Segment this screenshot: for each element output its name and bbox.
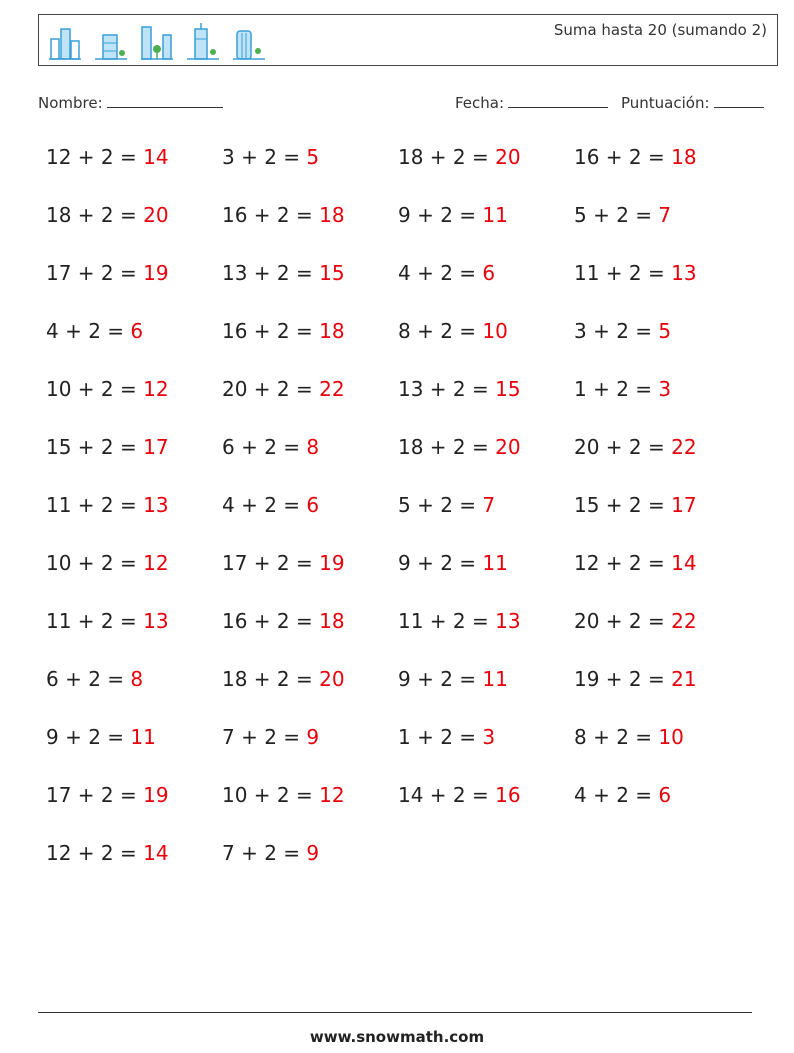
problem-item — [46, 319, 143, 343]
problem-question: 16 + 2 = — [574, 145, 672, 169]
problem-question: 1 + 2 = — [574, 377, 659, 401]
problem-question: 20 + 2 = — [222, 377, 320, 401]
problem-question: 9 + 2 = — [46, 725, 131, 749]
problem-item — [398, 493, 495, 517]
problem-answer: 15 — [319, 261, 345, 285]
problem-question: 10 + 2 = — [46, 377, 144, 401]
footer-divider — [38, 1012, 752, 1013]
problem-answer: 18 — [319, 609, 345, 633]
worksheet-header — [38, 14, 778, 66]
problem-question: 19 + 2 = — [574, 667, 672, 691]
problem-answer: 7 — [482, 493, 496, 517]
problem-item — [46, 145, 169, 169]
problem-question: 9 + 2 = — [398, 551, 483, 575]
problem-question: 5 + 2 = — [398, 493, 483, 517]
problem-answer: 17 — [671, 493, 697, 517]
problem-item — [222, 609, 345, 633]
city-buildings-icon — [185, 21, 221, 61]
problem-answer: 5 — [306, 145, 320, 169]
problem-item — [398, 203, 508, 227]
name-field — [38, 93, 223, 112]
problem-answer: 14 — [143, 841, 169, 865]
problem-item — [46, 435, 169, 459]
problem-answer: 13 — [143, 609, 169, 633]
problem-answer: 11 — [482, 203, 508, 227]
problem-question: 15 + 2 = — [574, 493, 672, 517]
problem-answer: 11 — [482, 551, 508, 575]
problem-item — [222, 319, 345, 343]
problem-question: 7 + 2 = — [222, 725, 307, 749]
problem-answer: 7 — [658, 203, 672, 227]
problem-answer: 3 — [482, 725, 496, 749]
worksheet-title: Suma hasta 20 (sumando 2) — [553, 21, 767, 39]
problem-answer: 12 — [319, 783, 345, 807]
problem-item — [398, 609, 521, 633]
problem-answer: 14 — [671, 551, 697, 575]
name-label: Nombre: — [38, 94, 103, 112]
score-field — [621, 93, 764, 112]
problem-item — [398, 377, 521, 401]
problem-item — [222, 435, 319, 459]
problem-item — [46, 493, 169, 517]
problem-question: 17 + 2 = — [46, 783, 144, 807]
problem-answer: 3 — [658, 377, 672, 401]
problem-item — [46, 841, 169, 865]
problem-item — [574, 319, 671, 343]
problem-answer: 18 — [319, 319, 345, 343]
problem-question: 3 + 2 = — [574, 319, 659, 343]
problem-answer: 21 — [671, 667, 697, 691]
problem-item — [398, 725, 495, 749]
problem-question: 17 + 2 = — [46, 261, 144, 285]
problem-question: 18 + 2 = — [222, 667, 320, 691]
problem-question: 20 + 2 = — [574, 435, 672, 459]
problem-answer: 18 — [671, 145, 697, 169]
problem-item — [398, 551, 508, 575]
problem-question: 3 + 2 = — [222, 145, 307, 169]
problem-answer: 6 — [306, 493, 320, 517]
problem-item — [574, 725, 684, 749]
problem-question: 6 + 2 = — [46, 667, 131, 691]
problem-item — [398, 667, 508, 691]
problem-question: 8 + 2 = — [398, 319, 483, 343]
date-blank[interactable] — [508, 93, 608, 108]
problem-item — [222, 261, 345, 285]
problem-question: 11 + 2 = — [46, 609, 144, 633]
problem-item — [574, 493, 697, 517]
problem-answer: 8 — [306, 435, 320, 459]
problem-question: 18 + 2 = — [46, 203, 144, 227]
city-buildings-icon — [231, 21, 267, 61]
problem-answer: 11 — [482, 667, 508, 691]
problem-item — [574, 377, 671, 401]
problem-question: 10 + 2 = — [46, 551, 144, 575]
problem-item — [46, 203, 169, 227]
problem-answer: 22 — [319, 377, 345, 401]
problem-answer: 12 — [143, 551, 169, 575]
problem-question: 9 + 2 = — [398, 667, 483, 691]
problem-item — [398, 783, 521, 807]
date-label: Fecha: — [455, 94, 505, 112]
problem-item — [574, 203, 671, 227]
problem-question: 14 + 2 = — [398, 783, 496, 807]
problem-answer: 22 — [671, 609, 697, 633]
problem-item — [222, 145, 319, 169]
problem-answer: 9 — [306, 841, 320, 865]
problem-answer: 20 — [319, 667, 345, 691]
problem-question: 18 + 2 = — [398, 435, 496, 459]
problem-answer: 5 — [658, 319, 672, 343]
problem-answer: 6 — [658, 783, 672, 807]
problem-question: 4 + 2 = — [398, 261, 483, 285]
problem-question: 8 + 2 = — [574, 725, 659, 749]
problem-item — [46, 725, 156, 749]
problem-question: 11 + 2 = — [46, 493, 144, 517]
problem-item — [222, 377, 345, 401]
problem-item — [398, 435, 521, 459]
problem-item — [46, 667, 143, 691]
problem-question: 4 + 2 = — [222, 493, 307, 517]
problem-item — [398, 319, 508, 343]
date-field — [455, 93, 608, 112]
problem-answer: 13 — [143, 493, 169, 517]
problem-item — [222, 551, 345, 575]
problem-answer: 8 — [130, 667, 144, 691]
problem-question: 17 + 2 = — [222, 551, 320, 575]
problem-answer: 9 — [306, 725, 320, 749]
problem-question: 12 + 2 = — [574, 551, 672, 575]
problem-answer: 11 — [130, 725, 156, 749]
problem-item — [46, 261, 169, 285]
problem-question: 16 + 2 = — [222, 203, 320, 227]
problem-answer: 14 — [143, 145, 169, 169]
problem-item — [398, 145, 521, 169]
problem-question: 7 + 2 = — [222, 841, 307, 865]
problem-answer: 22 — [671, 435, 697, 459]
problem-question: 4 + 2 = — [574, 783, 659, 807]
problem-item — [222, 725, 319, 749]
problem-question: 18 + 2 = — [398, 145, 496, 169]
problem-question: 12 + 2 = — [46, 145, 144, 169]
problem-question: 16 + 2 = — [222, 319, 320, 343]
problem-question: 9 + 2 = — [398, 203, 483, 227]
problem-question: 13 + 2 = — [222, 261, 320, 285]
problem-answer: 15 — [495, 377, 521, 401]
city-buildings-icon — [139, 21, 175, 61]
problem-question: 11 + 2 = — [574, 261, 672, 285]
problem-item — [222, 667, 345, 691]
problem-question: 20 + 2 = — [574, 609, 672, 633]
problem-item — [574, 145, 697, 169]
city-buildings-icon — [47, 21, 83, 61]
problem-item — [46, 783, 169, 807]
problem-question: 15 + 2 = — [46, 435, 144, 459]
footer-url: www.snowmath.com — [309, 1028, 485, 1046]
problem-answer: 13 — [671, 261, 697, 285]
problem-question: 13 + 2 = — [398, 377, 496, 401]
problem-answer: 10 — [482, 319, 508, 343]
problem-answer: 18 — [319, 203, 345, 227]
problem-answer: 20 — [495, 435, 521, 459]
problem-question: 4 + 2 = — [46, 319, 131, 343]
problem-answer: 19 — [319, 551, 345, 575]
problem-item — [222, 841, 319, 865]
problem-item — [398, 261, 495, 285]
problem-answer: 20 — [495, 145, 521, 169]
problem-item — [574, 551, 697, 575]
problem-question: 10 + 2 = — [222, 783, 320, 807]
problem-answer: 13 — [495, 609, 521, 633]
problem-item — [574, 609, 697, 633]
problem-question: 11 + 2 = — [398, 609, 496, 633]
problem-answer: 17 — [143, 435, 169, 459]
problem-answer: 19 — [143, 783, 169, 807]
score-label: Puntuación: — [621, 94, 710, 112]
problem-answer: 6 — [130, 319, 144, 343]
name-blank[interactable] — [107, 93, 223, 108]
problem-question: 5 + 2 = — [574, 203, 659, 227]
problem-item — [222, 493, 319, 517]
problem-answer: 20 — [143, 203, 169, 227]
problem-item — [46, 377, 169, 401]
problem-item — [222, 203, 345, 227]
score-blank[interactable] — [714, 93, 764, 108]
problem-item — [574, 435, 697, 459]
problem-question: 6 + 2 = — [222, 435, 307, 459]
problem-item — [574, 261, 697, 285]
problem-item — [574, 667, 697, 691]
problem-answer: 12 — [143, 377, 169, 401]
problem-answer: 10 — [658, 725, 684, 749]
problem-item — [46, 551, 169, 575]
problem-question: 16 + 2 = — [222, 609, 320, 633]
city-buildings-icon — [93, 21, 129, 61]
problem-item — [222, 783, 345, 807]
problem-answer: 19 — [143, 261, 169, 285]
problem-question: 1 + 2 = — [398, 725, 483, 749]
problem-item — [574, 783, 671, 807]
problem-answer: 16 — [495, 783, 521, 807]
problem-answer: 6 — [482, 261, 496, 285]
header-icons — [47, 21, 267, 61]
problem-item — [46, 609, 169, 633]
problem-question: 12 + 2 = — [46, 841, 144, 865]
